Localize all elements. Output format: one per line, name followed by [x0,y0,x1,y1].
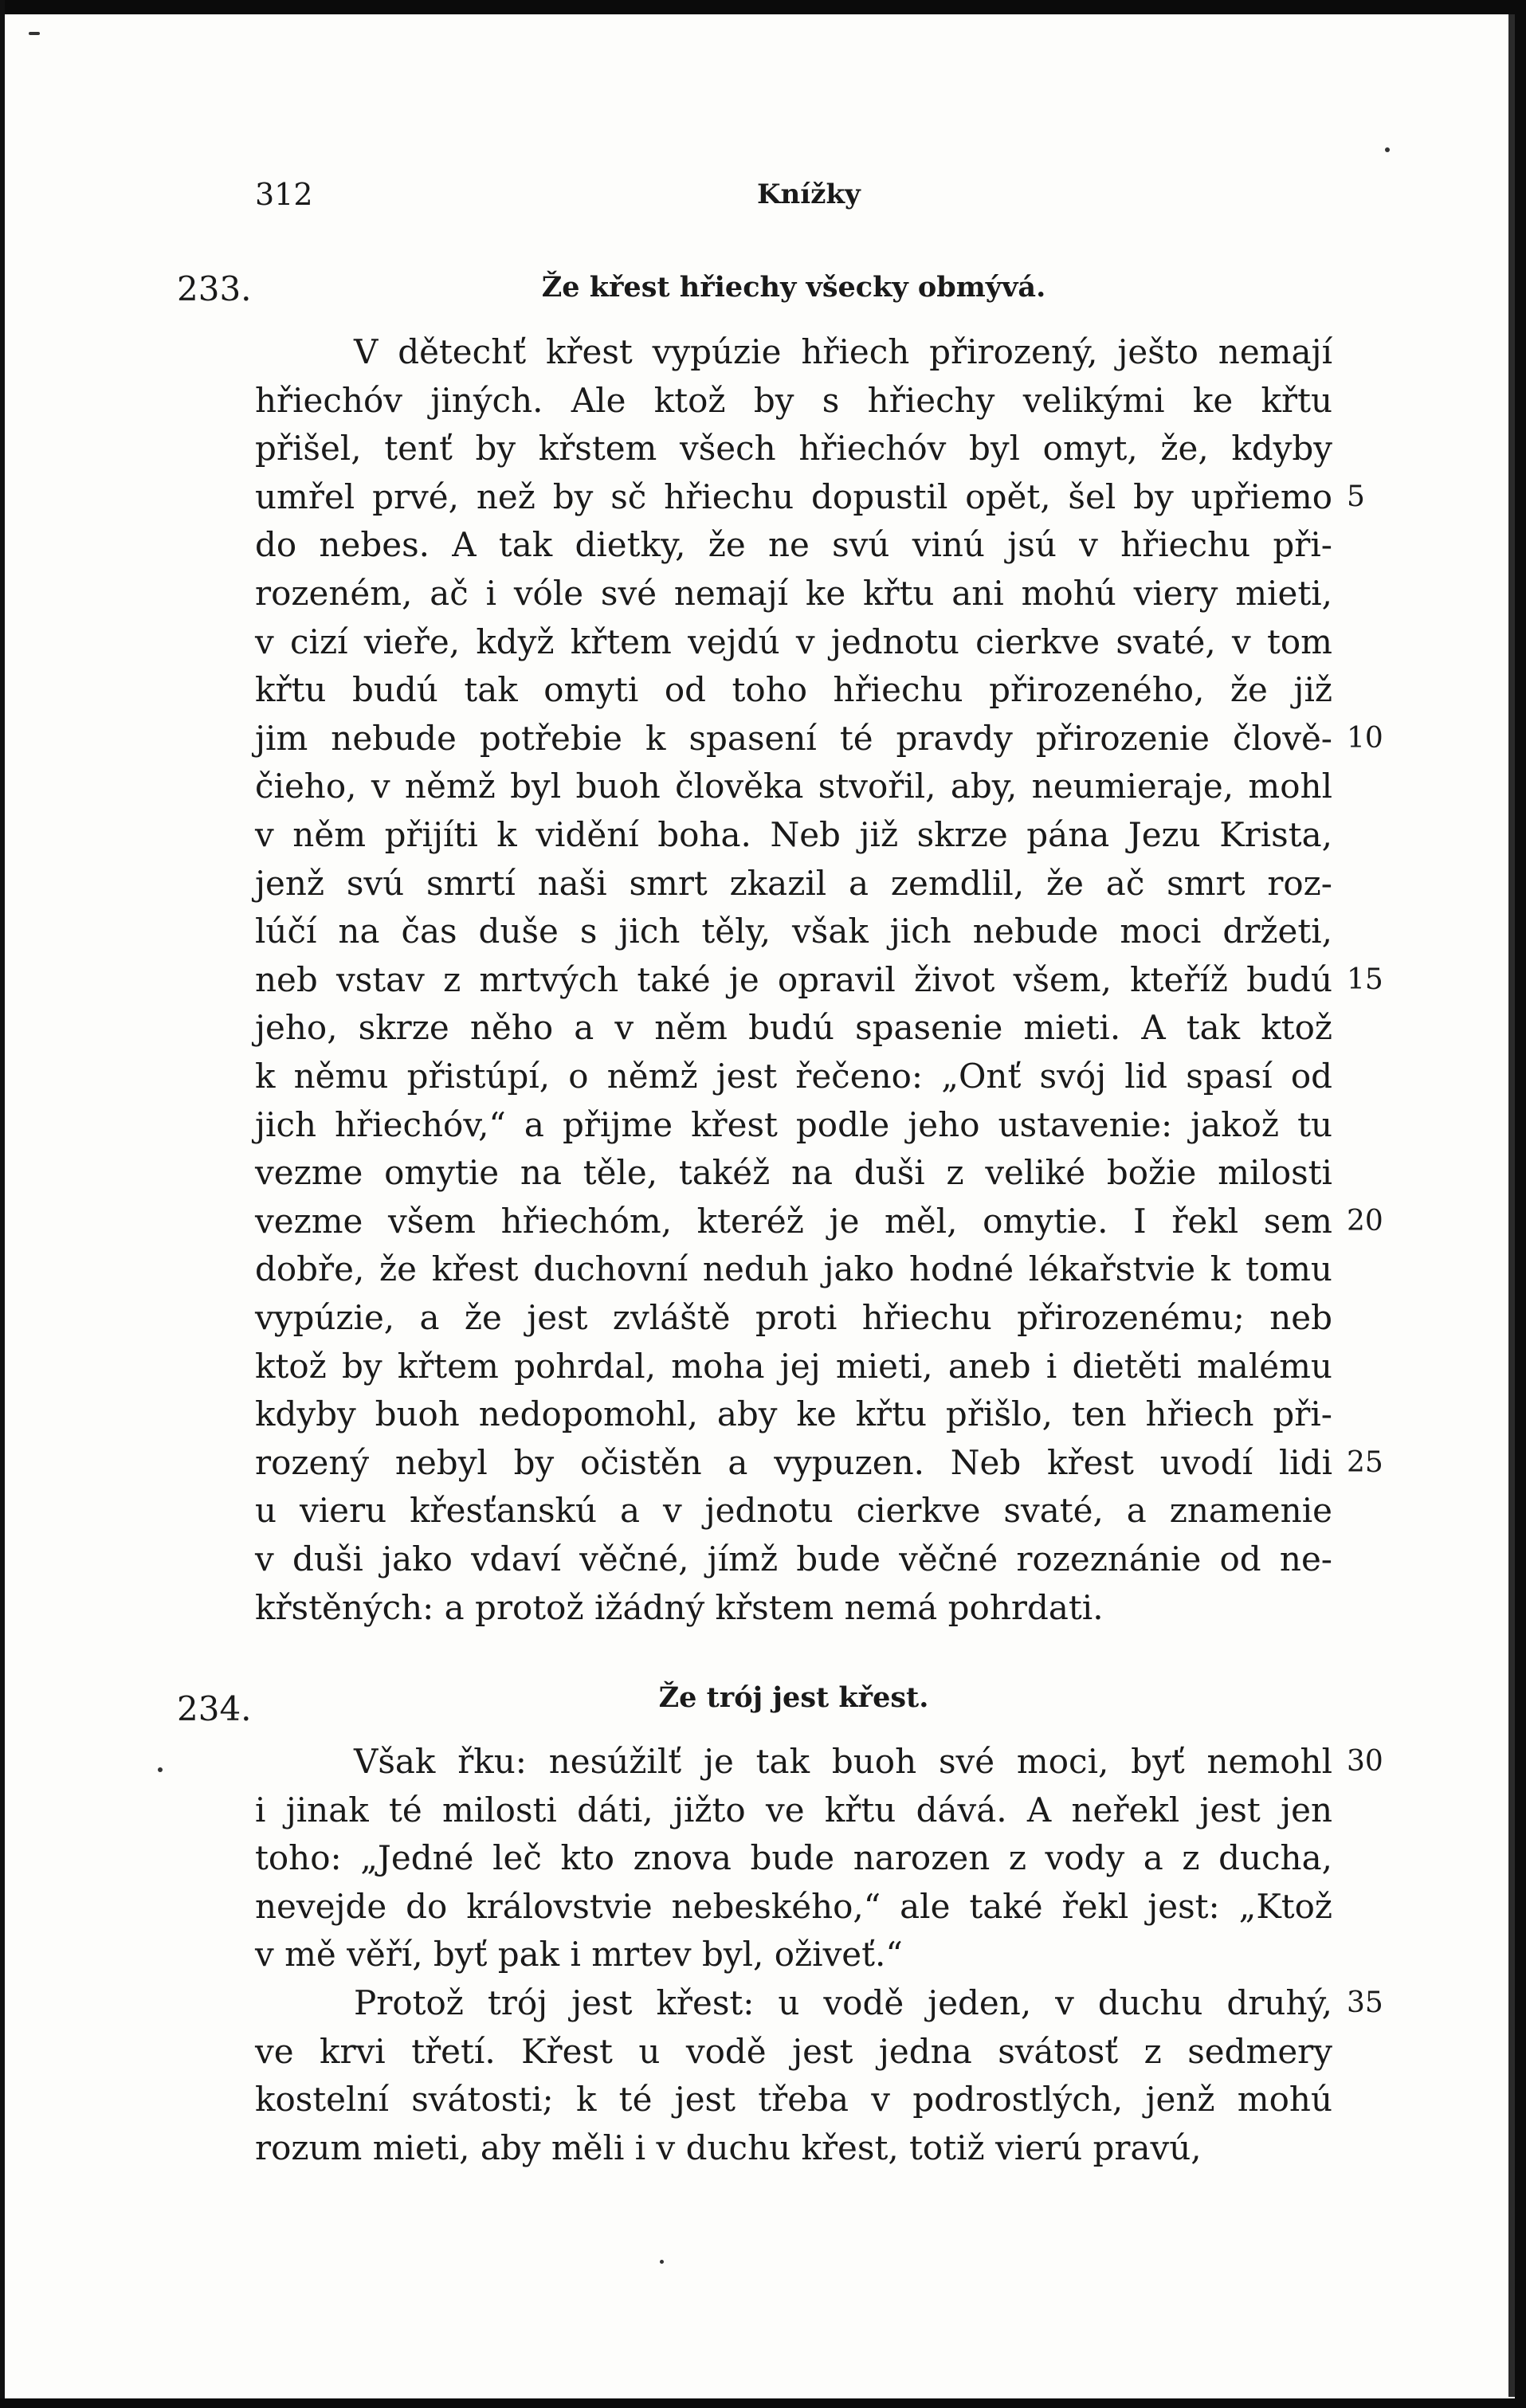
text-line: v mě věří, byť pak i mrtev byl, oživeť.“ [255,1935,903,1974]
text-line: kostelní svátosti; k té jest třeba v podrostlých, jenž mohú [255,2080,1332,2119]
text-line: dobře, že křest duchovní neduh jako hodné lékařstvie k tomu [255,1249,1332,1288]
text-line: vezme omytie na těle, takéž na duši z veliké božie milosti [255,1153,1332,1192]
text-line: ktož by křtem pohrdal, moha jej mieti, aneb i dietěti malému [255,1347,1332,1386]
text-line: rozum mieti, aby měli i v duchu křest, totiž vierú pravú, [255,2128,1202,2167]
text-line: rozený nebyl by očistěn a vypuzen. Neb křest uvodí lidi [255,1443,1332,1482]
text-line: do nebes. A tak dietky, že ne svú vinú jsú v hřiechu při- [255,525,1332,564]
text-line: jeho, skrze něho a v něm budú spasenie mieti. A tak ktož [255,1008,1332,1047]
text-line: hřiechóv jiných. Ale ktož by s hřiechy velikými ke křtu [255,381,1332,420]
text-line: vezme všem hřiechóm, kteréž je měl, omytie. I řekl sem [255,1202,1332,1241]
section-heading: Že trój jest křest. [658,1681,929,1714]
scan-border-top [0,0,1526,14]
text-line: ve krvi třetí. Křest u vodě jest jedna svátosť z sedmery [255,2032,1332,2071]
scan-border-bottom [0,2398,1526,2408]
text-line: kdyby buoh nedopomohl, aby ke křtu přišlo, ten hřiech při- [255,1394,1332,1433]
margin-line-number: 10 [1347,722,1383,755]
margin-line-number: 5 [1347,480,1365,513]
scan-edge-line [1508,14,1515,2397]
page-number: 312 [255,177,313,212]
text-line: Protož trój jest křest: u vodě jeden, v duchu druhý, [354,1983,1332,2022]
scan-border-right [1515,0,1526,2408]
text-line: u vieru křesťanskú a v jednotu cierkve svaté, a znamenie [255,1491,1332,1530]
page-header [255,177,861,217]
scan-border-left [0,0,5,2408]
text-line: jich hřiechóv,“ a přijme křest podle jeho ustavenie: jakož tu [255,1105,1332,1144]
text-line: nevejde do královstvie nebeského,“ ale také řekl jest: „Ktož [255,1887,1332,1926]
text-line: vypúzie, a že jest zvláště proti hřiechu přirozenému; neb [255,1298,1332,1337]
text-line: jim nebude potřebie k spasení té pravdy přirozenie člově- [255,719,1332,758]
text-line: křtu budú tak omyti od toho hřiechu přirozeného, že již [255,670,1332,709]
text-line: i jinak té milosti dáti, jižto ve křtu dává. A neřekl jest jen [255,1790,1332,1830]
scan-speck [660,2260,664,2264]
text-line: umřel prvé, než by sč hřiechu dopustil opět, šel by upřiemo [255,477,1332,516]
text-line: v duši jako vdaví věčné, jímž bude věčné rozeznánie od ne- [255,1539,1332,1579]
text-line: toho: „Jedné leč kto znova bude narozen z vody a z ducha, [255,1838,1332,1877]
text-line: jenž svú smrtí naši smrt zkazil a zemdlil, že ač smrt roz- [255,864,1332,903]
text-line: V dětechť křest vypúzie hřiech přirozený, ještо nemají [354,332,1332,371]
text-line: lúčí na čas duše s jich těly, však jich nebude moci držeti, [255,912,1332,951]
text-line: Však řku: nesúžilť je tak buoh své moci, byť nemohl [354,1742,1332,1781]
text-line: k němu přistúpí, o němž jest řečeno: „Onť svój lid spasí od [255,1057,1332,1096]
section-number: 234. [177,1689,252,1728]
text-line: v něm přijíti k vidění boha. Neb již skrze pána Jezu Krista, [255,815,1332,854]
text-line: v cizí vieře, když křtem vejdú v jednotu cierkve svaté, v tom [255,622,1332,661]
scan-speck [158,1767,163,1772]
margin-line-number: 35 [1347,1986,1383,2019]
text-line: křstěných: a protož ižádný křstem nemá pohrdati. [255,1588,1104,1627]
margin-line-number: 30 [1347,1745,1383,1778]
text-line: neb vstav z mrtvých také je opravil život všem, kteříž budú [255,960,1332,999]
margin-line-number: 25 [1347,1446,1383,1479]
section-heading: Že křest hřiechy všecky obmývá. [541,271,1046,304]
scan-speck [29,32,40,35]
margin-line-number: 15 [1347,963,1383,996]
text-line: rozeném, ač i vóle své nemají ke křtu ani mohú viery mieti, [255,574,1332,613]
text-line: čieho, v němž byl buoh člověka stvořil, aby, neumieraje, mohl [255,767,1332,806]
scan-speck [1385,147,1390,152]
margin-line-number: 20 [1347,1205,1383,1237]
running-title: Knížky [757,178,861,210]
section-number: 233. [177,269,252,308]
text-line: přišel, tenť by křstem všech hřiechóv byl omyt, že, kdyby [255,429,1332,468]
